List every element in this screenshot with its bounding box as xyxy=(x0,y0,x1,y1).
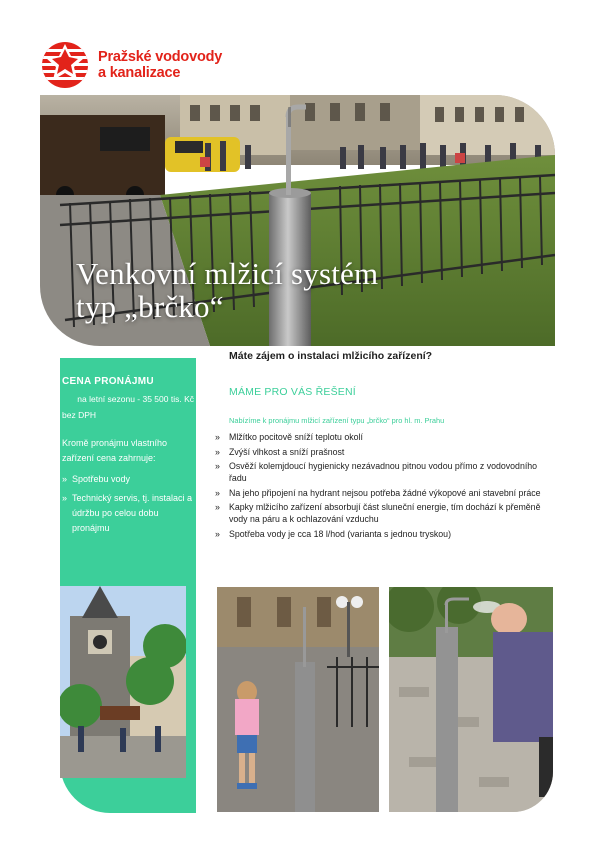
price-line1: na letní sezonu - 35 500 tis. Kč xyxy=(77,394,194,404)
includes-list xyxy=(62,472,196,536)
list-item: » Zvýší vlhkost a sníží prašnost xyxy=(213,446,543,458)
logo-line2: a kanalizace xyxy=(98,65,181,81)
hero-title-line2: typ „brčko“ xyxy=(76,289,224,324)
includes-intro: Kromě pronájmu vlastního zařízení cena zahrnuje: xyxy=(62,438,168,463)
town-square-photo xyxy=(60,586,186,778)
list-item: » Spotřeba vody je cca 18 l/hod (varianta s jednou tryskou) xyxy=(213,528,543,540)
logo-line1: Pražské vodovody xyxy=(98,49,223,65)
offer-intro: Nabízíme k pronájmu mlžicí zařízení typu „brčko“ pro hl. m. Prahu xyxy=(229,416,445,425)
list-item: » Kapky mlžicího zařízení absorbují část sluneční energie, tím dochází k přeměně vody na páru a k ochlazování vzduchu xyxy=(213,501,543,525)
benefits-list xyxy=(213,431,543,542)
hero-image xyxy=(40,95,555,346)
logo xyxy=(40,40,222,90)
price-heading: CENA PRONÁJMU xyxy=(62,376,154,387)
logo-icon xyxy=(40,40,90,90)
hero-title-line1: Venkovní mlžicí systém xyxy=(76,256,379,291)
child-at-mister-photo xyxy=(217,587,379,812)
price-panel xyxy=(60,358,196,813)
list-item: » Osvěží kolemjdoucí hygienicky nezávadnou pitnou vodou přímo z vodovodního řadu xyxy=(213,460,543,484)
list-item: » Technický servis, tj. instalaci a údržbu po celou dobu pronájmu xyxy=(62,491,196,536)
question-heading: Máte zájem o instalaci mlžicího zařízení? xyxy=(229,350,433,362)
offer-heading: MÁME PRO VÁS ŘEŠENÍ xyxy=(229,386,356,398)
list-item: » Mlžítko pocitově sníží teplotu okolí xyxy=(213,431,543,443)
list-item: » Na jeho připojení na hydrant nejsou potřeba žádné výkopové ani stavební práce xyxy=(213,487,543,499)
price-line2: bez DPH xyxy=(62,410,97,420)
hero-title xyxy=(76,257,378,323)
logo-text xyxy=(98,49,222,81)
man-at-mister-photo xyxy=(389,587,553,812)
price-text xyxy=(60,391,196,423)
list-item: » Spotřebu vody xyxy=(62,472,196,487)
